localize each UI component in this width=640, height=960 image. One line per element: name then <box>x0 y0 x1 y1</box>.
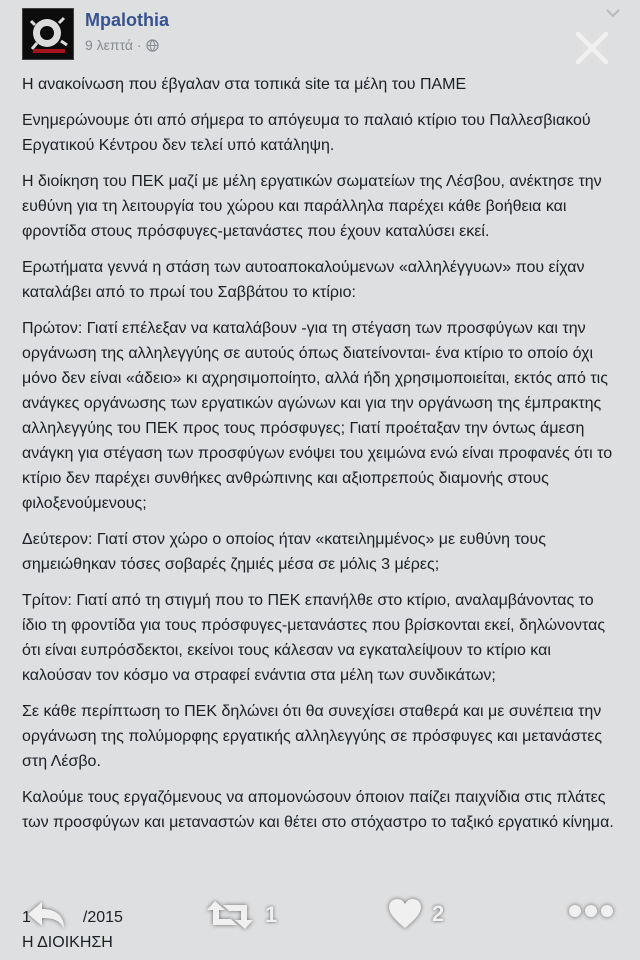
post-paragraph: Δεύτερον: Γιατί στον χώρο ο οποίος ήταν «κατειλημμένος» με ευθύνη τους σημειώθηκαν τόσες σοβαρές ζημιές μέσα σε μόλις 3 μέρες; <box>22 531 546 573</box>
post-body <box>22 72 620 846</box>
avatar[interactable] <box>22 8 74 60</box>
action-bar <box>0 890 640 944</box>
more-icon <box>568 904 614 918</box>
like-count: 2 <box>432 901 445 926</box>
post-paragraph: Η διοίκηση του ΠΕΚ μαζί με μέλη εργατικών σωματείων της Λέσβου, ανέκτησε την ευθύνη για τη λειτουργία του χώρου και παράλληλα παρέχει κάθε βοήθεια και φροντίδα στους πρόσφυγες-μετανάστες που έχουν καταλύσει εκεί. <box>22 173 602 240</box>
post-paragraph: Πρώτον: Γιατί επέλεξαν να καταλάβουν -για τη στέγαση των προσφύγων και την οργάνωση της αλληλεγγύης σε αυτούς όπως διατείνονται- ένα κτίριο το οποίο όχι μόνο δεν είναι «άδειο» κι αχρησιμοποίητο, αλλά ήδη χρησιμοποιείται, εκτός από τις ανάγκες οργάνωσης των εργατικών αγώνων και για την οργάνωση της έμπρακτης αλληλεγγύης του ΠΕΚ προς τους πρόσφυγες; Γιατί προέταξαν την όντως άμεση ανάγκη για στέγαση των προσφύγων ενόψει του χειμώνα ενώ είναι προφανές ότι το κτίριο δεν παρέχει συνθήκες ανθρώπινης και αξιοπρεπούς διαμονής στους φιλοξενούμενους; <box>22 320 613 512</box>
post-date: 1 /2015 <box>22 909 123 926</box>
post-paragraph: Ερωτήματα γεννά η στάση των αυτοαποκαλούμενων «αλληλέγγυων» που είχαν καταλάβει από το πρωί του Σαββάτου το κτίριο: <box>22 259 585 301</box>
globe-icon <box>146 39 159 52</box>
post-paragraph: Η ανακοίνωση που έβγαλαν στα τοπικά site τα μέλη του ΠΑΜΕ <box>22 76 467 93</box>
post-paragraph: Καλούμε τους εργαζόμενους να απομονώσουν όποιον παίζει παιχνίδια στις πλάτες των προσφύγων και μεταναστών και θέτει στο στόχαστρο το ταξικό εργατικό κίνημα. <box>22 789 614 831</box>
retweet-button[interactable] <box>205 898 277 932</box>
close-icon <box>574 30 610 66</box>
retweet-icon <box>205 898 255 932</box>
reply-icon <box>24 898 68 932</box>
post-timestamp[interactable]: 9 λεπτά · <box>85 37 142 53</box>
reply-button[interactable] <box>24 898 68 932</box>
retweet-count: 1 <box>265 902 278 927</box>
heart-icon <box>388 898 422 930</box>
post-header <box>0 0 640 64</box>
post-meta <box>85 37 159 53</box>
post-paragraph: Ενημερώνουμε ότι από σήμερα το απόγευμα το παλαιό κτίριο του Παλλεσβιακού Εργατικού Κέντρου δεν τελεί υπό κατάληψη. <box>22 112 591 154</box>
post-signature: Η ΔΙΟΙΚΗΣΗ <box>22 934 113 951</box>
like-button[interactable] <box>388 898 444 930</box>
chevron-down-icon[interactable] <box>604 6 622 20</box>
close-button[interactable] <box>566 26 618 70</box>
avatar-image <box>23 9 74 60</box>
more-button[interactable] <box>568 904 614 918</box>
post-paragraph: Τρίτον: Γιατί από τη στιγμή που το ΠΕΚ επανήλθε στο κτίριο, αναλαμβάνοντας το ίδιο τη φροντίδα για τους πρόσφυγες-μετανάστες που βρίσκονται εκεί, δηλώνοντας ότι είναι ευπρόσδεκτοι, εκείνοι τους κάλεσαν να εγκαταλείψουν το κτίριο και καλούσαν τον κόσμο να στραφεί ενάντια στα μέλη των συνδικάτων; <box>22 592 606 684</box>
post-paragraph: Σε κάθε περίπτωση το ΠΕΚ δηλώνει ότι θα συνεχίσει σταθερά και με συνέπεια την οργάνωση της πολύμορφης εργατικής αλληλεγγύης σε πρόσφυγες και μετανάστες στη Λέσβο. <box>22 703 603 770</box>
author-name[interactable]: Mpalothia <box>85 10 169 30</box>
